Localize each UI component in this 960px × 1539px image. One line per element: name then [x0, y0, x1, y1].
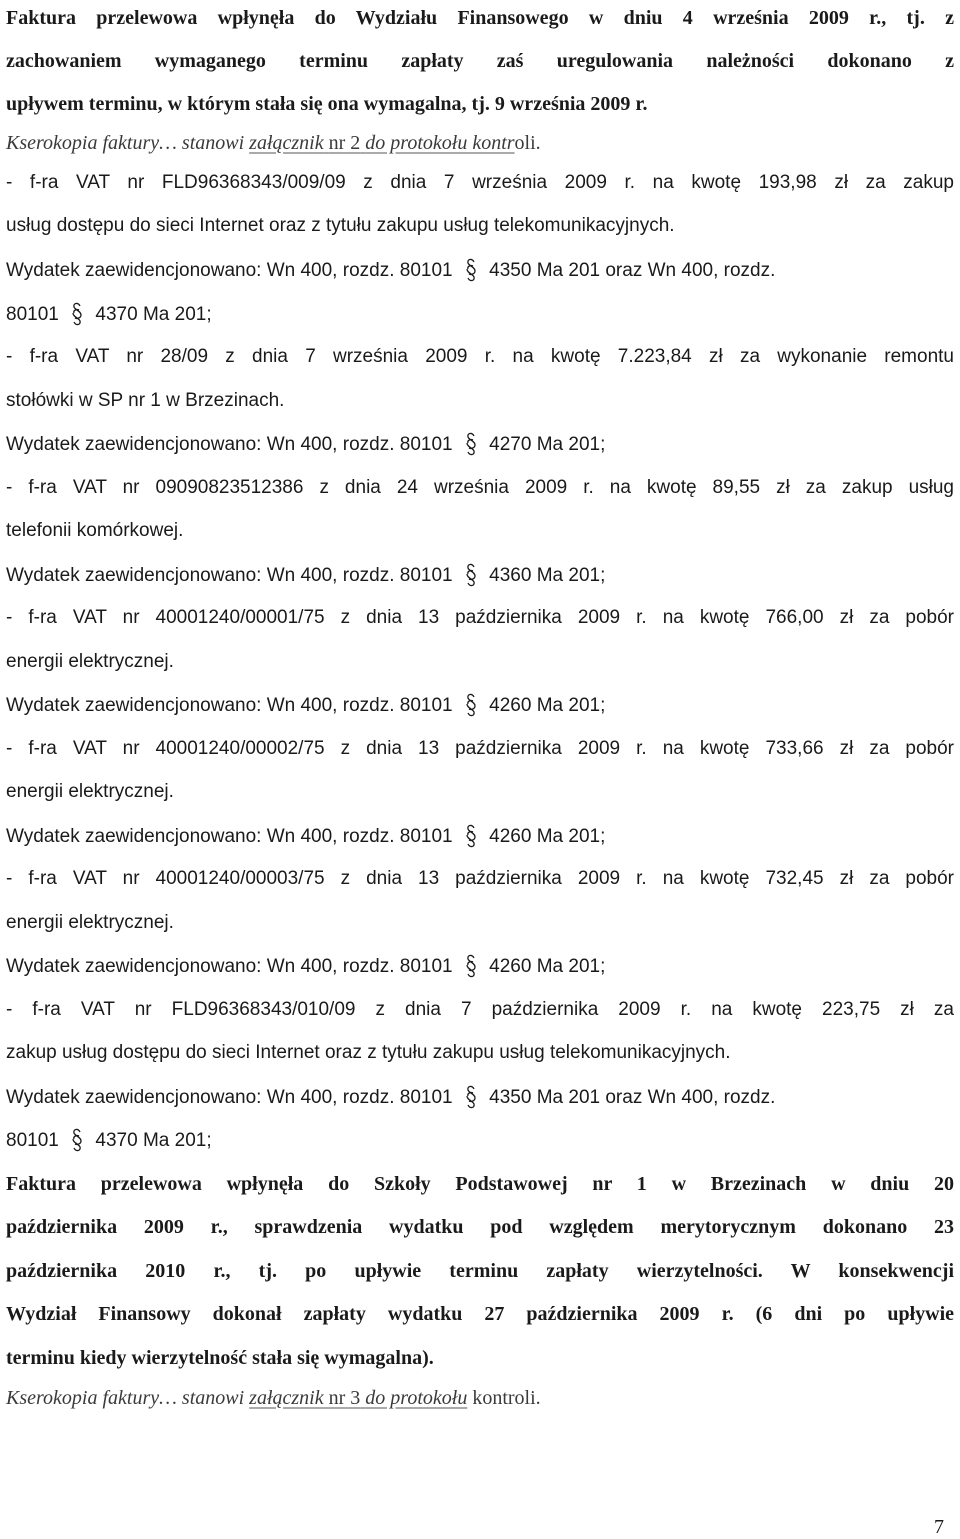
section-sign-icon: [464, 563, 478, 587]
paragraph2-line-4: Wydział Finansowy dokonał zapłaty wydatku 27 października 2009 r. (6 dni po upływie: [6, 1303, 954, 1325]
copy-note-stanowi: stanowi: [181, 1387, 245, 1409]
invoice-6-line-1: - f-ra VAT nr 40001240/00003/75 z dnia 13 października 2009 r. na kwotę 732,45 zł za pobór: [6, 868, 954, 889]
invoice-4-line-1: - f-ra VAT nr 40001240/00001/75 z dnia 13 października 2009 r. na kwotę 766,00 zł za pobór: [6, 607, 954, 628]
paragraph2-line-1: Faktura przelewowa wpłynęła do Szkoły Podstawowej nr 1 w Brzezinach w dniu 20: [6, 1173, 954, 1195]
section-sign-icon: [70, 302, 84, 326]
page-number: 7: [934, 1516, 944, 1538]
invoice-1-booking-2: [6, 302, 954, 327]
invoice-7-line-1: - f-ra VAT nr FLD96368343/010/09 z dnia 7 października 2009 r. na kwotę 223,75 zł za: [6, 999, 954, 1020]
booking-text: Wydatek zaewidencjonowano: Wn 400, rozdz. 80101: [6, 565, 458, 586]
paragraph2-line-5: terminu kiedy wierzytelność stała się wymagalna).: [6, 1347, 434, 1369]
paragraph1-line-2: zachowaniem wymaganego terminu zapłaty zaś uregulowania należności dokonano z: [6, 50, 954, 72]
booking-text: Wydatek zaewidencjonowano: Wn 400, rozdz. 80101: [6, 434, 458, 455]
copy-note-zalacznik: załącznik: [249, 132, 324, 154]
section-sign-icon: [70, 1128, 84, 1152]
invoice-4-booking-1: [6, 693, 954, 718]
section-sign-icon: [464, 824, 478, 848]
invoice-3-line-2: telefonii komórkowej.: [6, 520, 184, 541]
invoice-3-booking-1: [6, 563, 954, 588]
invoice-7-booking-1: [6, 1085, 954, 1110]
invoice-4-line-2: energii elektrycznej.: [6, 651, 174, 672]
invoice-7-booking-2: [6, 1128, 954, 1153]
copy-note-number: nr 2: [328, 132, 361, 154]
copy-note-number: nr 3: [328, 1387, 361, 1409]
booking-text: Wydatek zaewidencjonowano: Wn 400, rozdz. 80101: [6, 695, 458, 716]
copy-note-suffix: kontroli.: [472, 1387, 541, 1409]
booking-text: 4370 Ma 201;: [90, 304, 212, 325]
paragraph1-line-1: Faktura przelewowa wpłynęła do Wydziału Finansowego w dniu 4 września 2009 r., tj. z: [6, 7, 954, 29]
invoice-6-booking-1: [6, 954, 954, 979]
section-sign-icon: [464, 258, 478, 282]
booking-text: 4350 Ma 201 oraz Wn 400, rozdz.: [483, 260, 776, 281]
invoice-1-line-2: usług dostępu do sieci Internet oraz z tytułu zakupu usług telekomunikacyjnych.: [6, 215, 675, 236]
paragraph2-line-2: października 2009 r., sprawdzenia wydatku pod względem merytorycznym dokonano 23: [6, 1216, 954, 1238]
invoice-6-line-2: energii elektrycznej.: [6, 912, 174, 933]
copy-note-dots: …: [159, 1387, 177, 1409]
copy-note-2: [6, 1386, 954, 1410]
paragraph2-line-3: października 2010 r., tj. po upływie terminu zapłaty wierzytelności. W konsekwencji: [6, 1260, 954, 1282]
invoice-3-line-1: - f-ra VAT nr 09090823512386 z dnia 24 września 2009 r. na kwotę 89,55 zł za zakup usług: [6, 477, 954, 498]
copy-note-dots: …: [159, 132, 177, 154]
invoice-7-line-2: zakup usług dostępu do sieci Internet oraz z tytułu zakupu usług telekomunikacyjnych.: [6, 1042, 731, 1063]
booking-text: Wydatek zaewidencjonowano: Wn 400, rozdz. 80101: [6, 956, 458, 977]
booking-text: 80101: [6, 304, 65, 325]
booking-text: 4350 Ma 201 oraz Wn 400, rozdz.: [483, 1087, 776, 1108]
booking-text: 4260 Ma 201;: [483, 826, 606, 847]
invoice-5-line-2: energii elektrycznej.: [6, 781, 174, 802]
booking-text: Wydatek zaewidencjonowano: Wn 400, rozdz. 80101: [6, 826, 458, 847]
section-sign-icon: [464, 693, 478, 717]
copy-note-zalacznik: załącznik: [249, 1387, 324, 1409]
invoice-2-line-1: - f-ra VAT nr 28/09 z dnia 7 września 2009 r. na kwotę 7.223,84 zł za wykonanie remontu: [6, 346, 954, 367]
booking-text: 4260 Ma 201;: [483, 695, 606, 716]
booking-text: 4260 Ma 201;: [483, 956, 606, 977]
section-sign-icon: [464, 432, 478, 456]
invoice-1-booking-1: [6, 258, 954, 283]
paragraph1-line-3: upływem terminu, w którym stała się ona wymagalna, tj. 9 września 2009 r.: [6, 93, 648, 115]
copy-note-prefix: Kserokopia faktury: [6, 132, 160, 154]
booking-text: 4360 Ma 201;: [483, 565, 606, 586]
section-sign-icon: [464, 1085, 478, 1109]
copy-note-prefix: Kserokopia faktury: [6, 1387, 160, 1409]
copy-note-do: do protokołu kontr: [365, 132, 515, 154]
invoice-2-line-2: stołówki w SP nr 1 w Brzezinach.: [6, 390, 285, 411]
invoice-5-line-1: - f-ra VAT nr 40001240/00002/75 z dnia 13 października 2009 r. na kwotę 733,66 zł za pobór: [6, 738, 954, 759]
copy-note-stanowi: stanowi: [181, 132, 245, 154]
booking-text: Wydatek zaewidencjonowano: Wn 400, rozdz. 80101: [6, 260, 458, 281]
copy-note-1: [6, 131, 954, 155]
copy-note-suffix: oli.: [514, 132, 541, 154]
booking-text: 4270 Ma 201;: [483, 434, 606, 455]
booking-text: 4370 Ma 201;: [90, 1130, 212, 1151]
copy-note-do: do protokołu: [365, 1387, 468, 1409]
invoice-5-booking-1: [6, 824, 954, 849]
booking-text: Wydatek zaewidencjonowano: Wn 400, rozdz. 80101: [6, 1087, 458, 1108]
invoice-1-line-1: - f-ra VAT nr FLD96368343/009/09 z dnia 7 września 2009 r. na kwotę 193,98 zł za zakup: [6, 172, 954, 193]
invoice-2-booking-1: [6, 432, 954, 457]
section-sign-icon: [464, 954, 478, 978]
booking-text: 80101: [6, 1130, 65, 1151]
